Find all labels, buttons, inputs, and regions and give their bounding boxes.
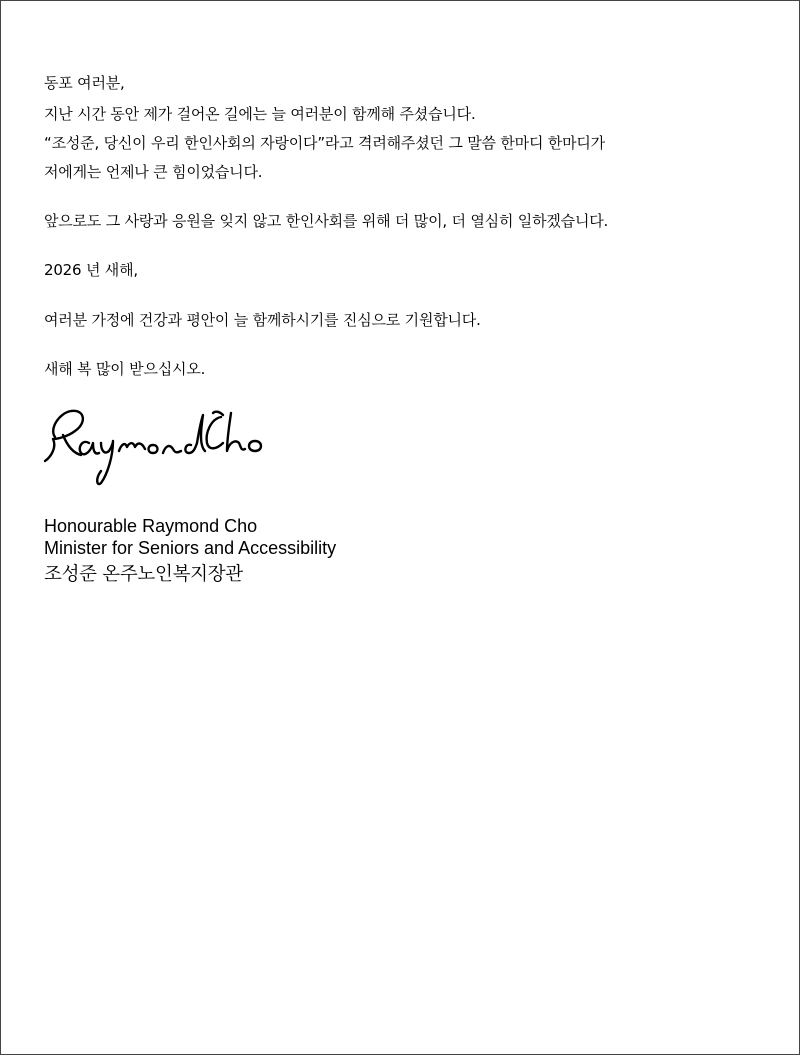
signature-block	[44, 515, 336, 586]
letter-line-3: 저에게는 언제나 큰 힘이었습니다.	[44, 163, 263, 181]
handwritten-signature	[41, 399, 271, 493]
letter-line-2: “조성준, 당신이 우리 한인사회의 자랑이다”라고 격려해주셨던 그 말씀 한마디 한마디가	[44, 134, 605, 152]
new-year-line: 2026 년 새해,	[44, 261, 138, 279]
signer-korean-title: 조성준 온주노인복지장관	[44, 564, 243, 585]
salutation: 동포 여러분,	[44, 74, 125, 92]
closing-line: 새해 복 많이 받으십시오.	[44, 360, 206, 378]
wish-line: 여러분 가정에 건강과 평안이 늘 함께하시기를 진심으로 기원합니다.	[44, 311, 481, 329]
signer-name: Honourable Raymond Cho	[44, 516, 258, 536]
letter-line-1: 지난 시간 동안 제가 걸어온 길에는 늘 여러분이 함께해 주셨습니다.	[44, 105, 476, 123]
paragraph-2: 앞으로도 그 사랑과 응원을 잊지 않고 한인사회를 위해 더 많이, 더 열심히 일하겠습니다.	[44, 212, 609, 230]
signer-title: Minister for Seniors and Accessibility	[44, 538, 337, 558]
